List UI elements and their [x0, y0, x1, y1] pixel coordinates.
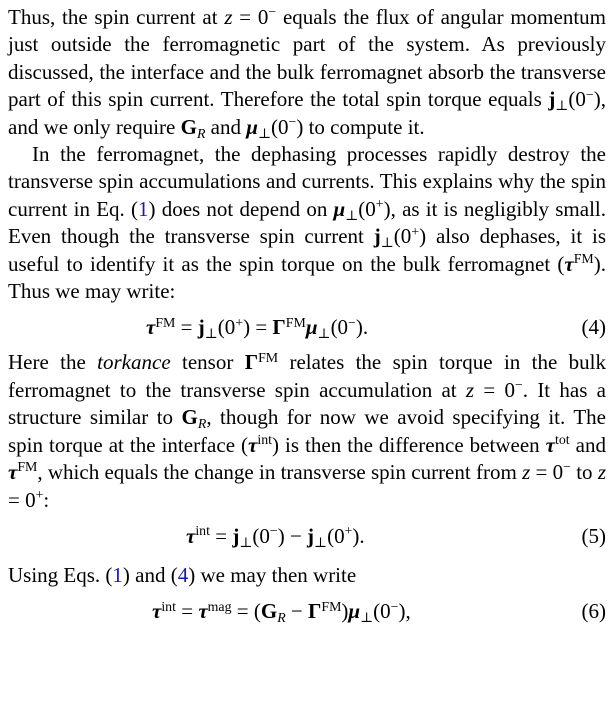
paragraph-1: Thus, the spin current at z = 0− equals the flux of angular momentum just outside the ferromagnetic part of the system. As previously discussed, the interface and the bulk ferromagnet absorb the transverse part of this spin current. Therefore the total spin torque equals $j_\perp(0^-)$, and we only require $G_R$ and $\mu_\perp(0^-)$ to compute it.: [8, 4, 606, 141]
equation-ref-1b[interactable]: 1: [112, 562, 123, 587]
paragraph-2: In the ferromagnet, the dephasing processes rapidly destroy the transverse spin accumulations and currents. This explains why the spin current in Eq. (1) does not depend on $\mu_\perp(0^+)$, as it is negligibly small. Even though the transverse spin current $j_\perp(0^+)$ also dephases, it is useful to identify it as the spin torque on the bulk ferromagnet $(\tau^{FM})$. Thus we may write:: [8, 142, 606, 304]
equation-5-number: (5): [581, 523, 606, 548]
equation-6-body: $\tau^{int} = \tau^{mag} = (G_R - \Gamma^{FM})\mu_\perp(0^-)$,: [152, 598, 411, 626]
paragraph-3: Here the torkance tensor $\Gamma^{FM}$ relates the spin torque in the bulk ferromagnet to the transverse spin accumulation at z = 0−. It has a structure similar to $G_R$, though for now we avoid specifying it. The spin torque at the interface $(\tau^{int})$ is then the difference between $\tau^{tot}$ and $\tau^{FM}$, which equals the change in transverse spin current from z = 0− to z = 0+:: [8, 349, 606, 512]
equation-ref-4[interactable]: 4: [177, 562, 189, 587]
equation-5-body: $\tau^{int} = j_\perp(0^-) - j_\perp(0^+)$.: [186, 523, 365, 550]
equation-6-number: (6): [581, 599, 606, 624]
equation-6: [8, 591, 606, 631]
equation-4-number: (4): [581, 315, 606, 340]
equation-5: [8, 516, 606, 556]
paragraph-4: Using Eqs. (1) and (4) we may then write: [8, 562, 357, 587]
equation-4: [8, 307, 606, 347]
equation-4-body: $\tau^{FM} = j_\perp(0^+) = \Gamma^{FM}\mu_\perp(0^-)$.: [146, 314, 369, 342]
equation-ref-1[interactable]: 1: [138, 196, 149, 221]
